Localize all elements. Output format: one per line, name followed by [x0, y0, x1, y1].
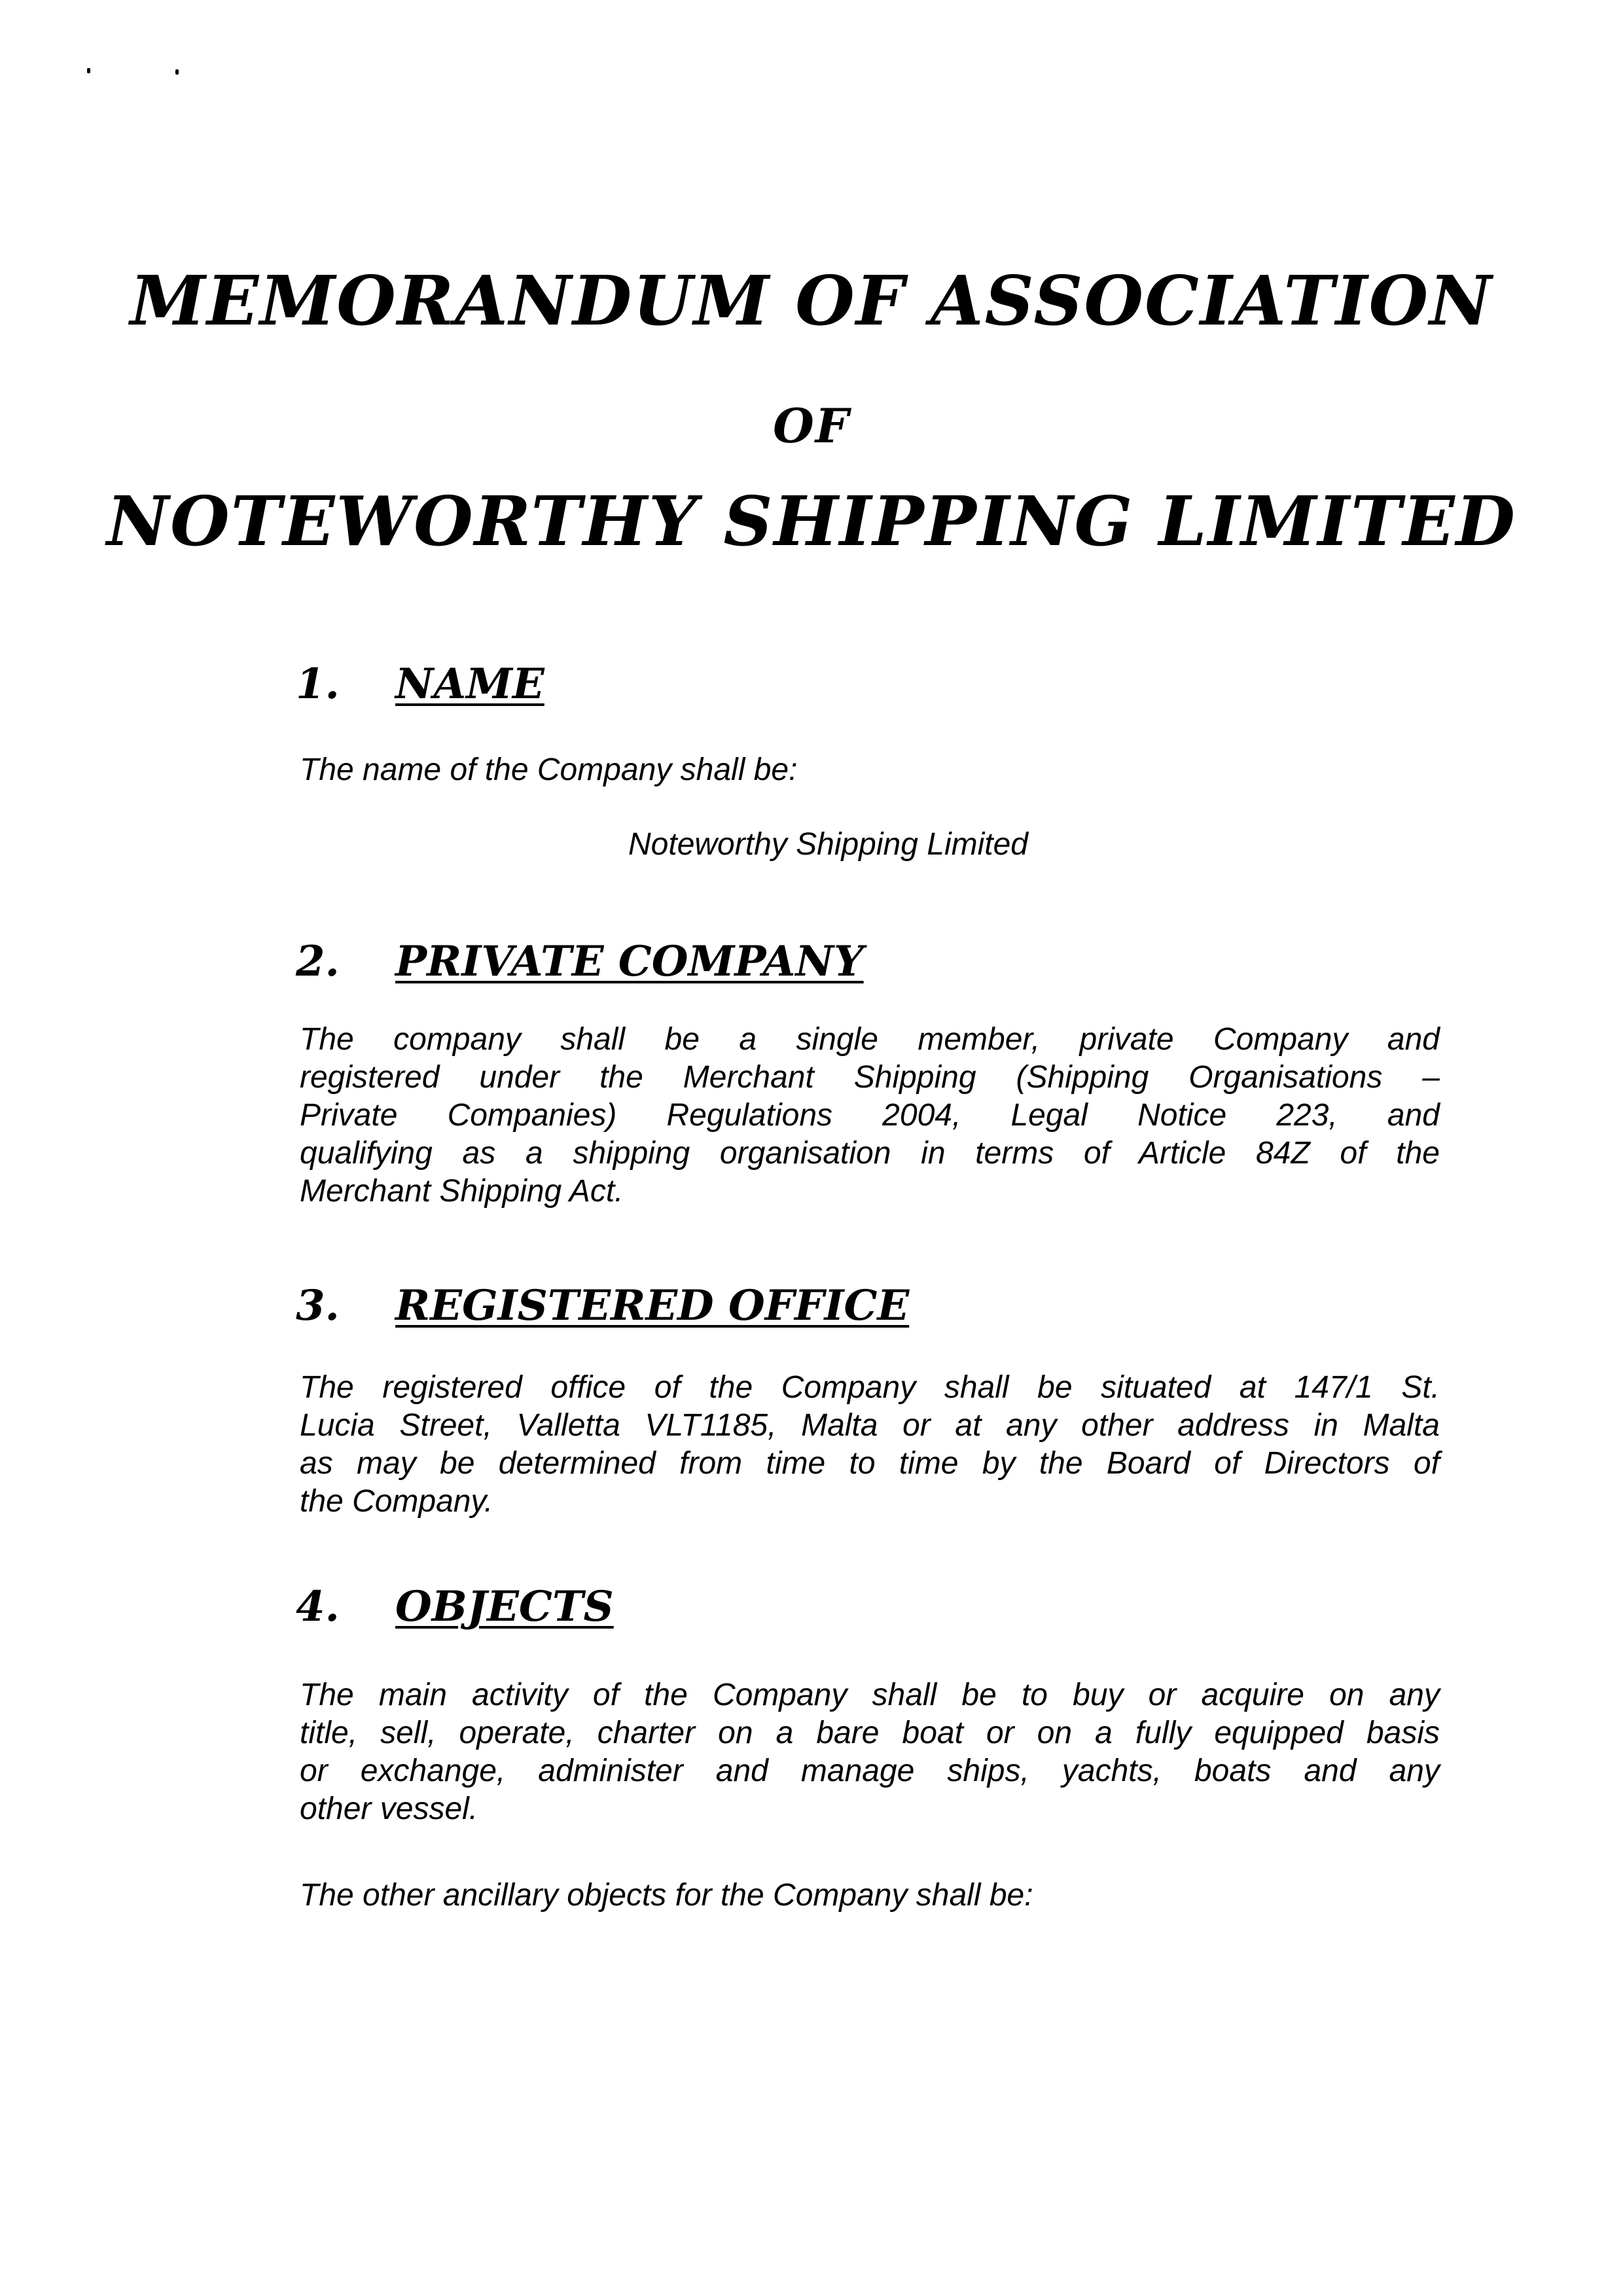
objects-closing: The other ancillary objects for the Company shall be:	[300, 1878, 1033, 1913]
section-number: 3.	[296, 1281, 340, 1330]
paragraph-line: The main activity of the Company shall be to buy or acquire on any	[300, 1678, 1440, 1712]
paragraph-line: Lucia Street, Valletta VLT1185, Malta or at any other address in Malta	[300, 1408, 1440, 1443]
paragraph-line: title, sell, operate, charter on a bare boat or on a fully equipped basis	[300, 1716, 1440, 1750]
section-heading-objects	[296, 1582, 614, 1631]
paragraph-line: qualifying as a shipping organisation in terms of Article 84Z of the	[300, 1136, 1440, 1171]
paragraph-line: registered under the Merchant Shipping (Shipping Organisations –	[300, 1060, 1440, 1095]
section-title: NAME	[395, 660, 544, 709]
company-name-value: Noteworthy Shipping Limited	[628, 827, 1028, 862]
section-title: PRIVATE COMPANY	[395, 937, 864, 986]
paragraph-line: Private Companies) Regulations 2004, Legal Notice 223, and	[300, 1098, 1440, 1133]
paragraph-line: other vessel.	[300, 1792, 478, 1826]
paragraph-line: Merchant Shipping Act.	[300, 1174, 624, 1209]
section-heading-registered-office	[296, 1281, 909, 1330]
section-title: OBJECTS	[395, 1582, 614, 1631]
scan-mark	[175, 69, 179, 75]
private-company-paragraph	[300, 1021, 1440, 1210]
registered-office-paragraph	[300, 1369, 1440, 1521]
section-number: 4.	[296, 1582, 340, 1631]
scan-mark	[87, 68, 90, 73]
name-intro: The name of the Company shall be:	[300, 752, 798, 787]
section-title: REGISTERED OFFICE	[395, 1281, 910, 1330]
section-heading-name	[296, 660, 544, 709]
company-title: NOTEWORTHY SHIPPING LIMITED	[107, 481, 1516, 561]
paragraph-line: or exchange, administer and manage ships, yachts, boats and any	[300, 1754, 1440, 1788]
paragraph-line: the Company.	[300, 1484, 493, 1519]
document-title: MEMORANDUM OF ASSOCIATION	[130, 260, 1493, 341]
section-heading-private-company	[296, 937, 864, 986]
document-title-of: OF	[773, 398, 850, 453]
section-number: 2.	[296, 937, 340, 986]
objects-paragraph	[300, 1676, 1440, 1828]
paragraph-line: The registered office of the Company shall be situated at 147/1 St.	[300, 1370, 1440, 1405]
section-number: 1.	[296, 660, 340, 709]
paragraph-line: The company shall be a single member, private Company and	[300, 1022, 1440, 1057]
paragraph-line: as may be determined from time to time by the Board of Directors of	[300, 1446, 1440, 1481]
